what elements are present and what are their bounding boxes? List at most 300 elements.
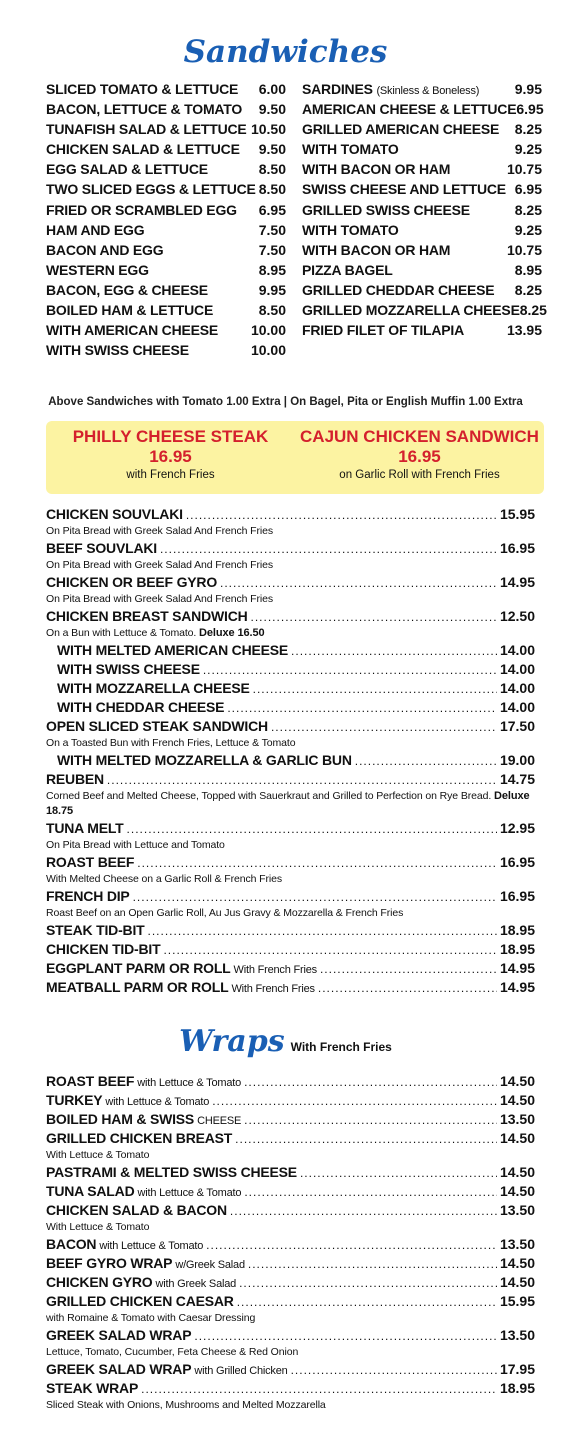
item-price: 14.50 bbox=[499, 1255, 535, 1271]
menu-row bbox=[302, 99, 542, 119]
item-price: 6.95 bbox=[258, 201, 286, 218]
dot-leader bbox=[355, 752, 497, 770]
item-price: 14.00 bbox=[499, 680, 535, 696]
dot-leader bbox=[186, 506, 497, 524]
item-line bbox=[46, 660, 535, 679]
item-name-text: FRIED FILET OF TILAPIA bbox=[302, 322, 465, 339]
item-name: OPEN SLICED STEAK SANDWICH bbox=[46, 718, 268, 734]
list-item bbox=[46, 1292, 535, 1326]
item-line bbox=[46, 539, 535, 558]
item-price: 9.50 bbox=[258, 101, 286, 118]
item-name: WITH MOZZARELLA CHEESE bbox=[57, 680, 250, 696]
item-name: MEATBALL PARM OR ROLL bbox=[46, 979, 229, 995]
menu-row bbox=[302, 79, 542, 99]
item-name-text: CHICKEN SALAD & LETTUCE bbox=[46, 141, 240, 158]
item-name-text: FRIED OR SCRAMBLED EGG bbox=[46, 201, 237, 218]
item-price: 18.95 bbox=[499, 941, 535, 957]
wraps-title-note: With French Fries bbox=[290, 1040, 392, 1054]
item-name bbox=[46, 320, 218, 340]
list-item bbox=[46, 539, 535, 573]
item-line bbox=[46, 679, 535, 698]
item-name-text: SARDINES bbox=[302, 81, 373, 97]
menu-row bbox=[302, 260, 542, 280]
item-price: 6.00 bbox=[258, 81, 286, 97]
item-price: 16.95 bbox=[499, 540, 535, 556]
item-line bbox=[46, 1379, 535, 1398]
item-price: 16.95 bbox=[499, 888, 535, 904]
dot-leader bbox=[320, 960, 497, 978]
item-line bbox=[46, 607, 535, 626]
item-name bbox=[46, 280, 208, 300]
item-description-text: On Pita Bread with Greek Salad And French Fries bbox=[46, 559, 273, 571]
list-item bbox=[46, 1201, 535, 1235]
item-name bbox=[46, 260, 149, 280]
item-price: 18.95 bbox=[499, 1380, 535, 1396]
item-price: 14.75 bbox=[499, 771, 535, 787]
item-name: BEEF GYRO WRAP bbox=[46, 1255, 173, 1271]
item-price: 14.95 bbox=[499, 979, 535, 995]
item-name: WITH MELTED AMERICAN CHEESE bbox=[57, 642, 289, 658]
list-item bbox=[46, 573, 535, 607]
item-price: 14.00 bbox=[499, 661, 535, 677]
item-note: with Lettuce & Tomato bbox=[105, 1096, 210, 1108]
dot-leader bbox=[244, 1183, 497, 1201]
item-description bbox=[46, 524, 535, 539]
dot-leader bbox=[227, 699, 497, 717]
item-price: 19.00 bbox=[499, 752, 535, 768]
list-item bbox=[46, 853, 535, 887]
list-item bbox=[46, 1235, 535, 1254]
item-name bbox=[46, 139, 240, 159]
item-name: BOILED HAM & SWISS bbox=[46, 1111, 195, 1127]
item-name bbox=[302, 320, 464, 340]
item-name bbox=[46, 119, 247, 139]
item-description-text: With Lettuce & Tomato bbox=[46, 1221, 150, 1233]
item-line bbox=[46, 1235, 535, 1254]
item-line bbox=[46, 887, 535, 906]
item-name-text: SWISS CHEESE AND LETTUCE bbox=[302, 181, 506, 198]
item-name: CHICKEN SALAD & BACON bbox=[46, 1202, 227, 1218]
item-price: 14.00 bbox=[499, 699, 535, 715]
item-name-text: BACON, LETTUCE & TOMATO bbox=[46, 101, 243, 118]
item-name bbox=[46, 99, 242, 119]
item-note: With French Fries bbox=[231, 983, 315, 995]
item-note: with Lettuce & Tomato bbox=[137, 1077, 242, 1089]
item-price: 7.50 bbox=[258, 241, 286, 258]
item-name bbox=[46, 240, 163, 260]
sandwiches-heading: Sandwiches bbox=[183, 34, 388, 70]
item-price: 14.50 bbox=[499, 1183, 535, 1199]
item-price: 8.25 bbox=[514, 201, 542, 218]
item-note: With French Fries bbox=[233, 964, 317, 976]
item-name bbox=[302, 99, 516, 119]
item-name-text: WITH TOMATO bbox=[302, 221, 399, 238]
item-price: 10.00 bbox=[250, 342, 286, 359]
item-name-text: TUNAFISH SALAD & LETTUCE bbox=[46, 121, 247, 138]
dot-leader bbox=[160, 540, 497, 558]
item-name: WITH CHEDDAR CHEESE bbox=[57, 699, 225, 715]
item-line bbox=[46, 751, 535, 770]
main-menu-list bbox=[46, 505, 535, 997]
item-name-text: WITH AMERICAN CHEESE bbox=[46, 322, 219, 339]
item-price: 13.50 bbox=[499, 1202, 535, 1218]
item-price: 13.50 bbox=[499, 1236, 535, 1252]
item-description bbox=[46, 906, 535, 921]
menu-row bbox=[302, 320, 542, 340]
item-name: CHICKEN BREAST SANDWICH bbox=[46, 608, 248, 624]
item-price: 10.75 bbox=[506, 161, 542, 178]
item-name-text: SLICED TOMATO & LETTUCE bbox=[46, 81, 239, 97]
menu-row bbox=[302, 280, 542, 300]
item-description-text: with Romaine & Tomato with Caesar Dressing bbox=[46, 1312, 256, 1324]
wraps-heading bbox=[0, 1024, 571, 1059]
item-name bbox=[302, 260, 393, 280]
item-description-text: On a Bun with Lettuce & Tomato. bbox=[46, 627, 197, 639]
item-price: 17.95 bbox=[499, 1361, 535, 1377]
item-line bbox=[46, 940, 535, 959]
menu-row bbox=[46, 340, 286, 360]
item-description bbox=[46, 1311, 535, 1326]
list-item bbox=[46, 978, 535, 997]
item-name-text: GRILLED SWISS CHEESE bbox=[302, 201, 470, 218]
item-name bbox=[46, 220, 144, 240]
list-item bbox=[46, 1273, 535, 1292]
item-name: CHICKEN GYRO bbox=[46, 1274, 153, 1290]
item-note: CHEESE bbox=[197, 1115, 242, 1127]
special-price: 16.95 bbox=[149, 447, 192, 466]
list-item bbox=[46, 751, 535, 770]
dot-leader bbox=[239, 1274, 497, 1292]
item-deluxe-price: Deluxe 18.75 bbox=[46, 790, 530, 817]
item-line bbox=[46, 505, 535, 524]
item-line bbox=[46, 1254, 535, 1273]
item-line bbox=[46, 641, 535, 660]
wraps-menu-list bbox=[46, 1072, 535, 1413]
menu-row bbox=[302, 200, 542, 220]
dot-leader bbox=[230, 1202, 497, 1220]
item-name-text: BACON AND EGG bbox=[46, 241, 164, 258]
item-name bbox=[302, 280, 494, 300]
item-description-text: On Pita Bread with Lettuce and Tomato bbox=[46, 839, 225, 851]
item-name bbox=[302, 79, 479, 99]
item-name-text: WESTERN EGG bbox=[46, 261, 149, 278]
item-price: 15.95 bbox=[499, 506, 535, 522]
menu-row bbox=[46, 220, 286, 240]
dot-leader bbox=[244, 1073, 497, 1091]
item-name: STEAK TID-BIT bbox=[46, 922, 145, 938]
item-note: with Lettuce & Tomato bbox=[99, 1240, 204, 1252]
item-price: 8.25 bbox=[519, 302, 547, 319]
item-note: with Lettuce & Tomato bbox=[137, 1187, 242, 1199]
item-name: TUNA MELT bbox=[46, 820, 124, 836]
item-price: 14.95 bbox=[499, 574, 535, 590]
dot-leader bbox=[271, 718, 497, 736]
item-description-text: Lettuce, Tomato, Cucumber, Feta Cheese & Red Onion bbox=[46, 1346, 299, 1358]
dot-leader bbox=[206, 1236, 497, 1254]
item-name-text: WITH SWISS CHEESE bbox=[46, 342, 189, 359]
item-price: 14.50 bbox=[499, 1130, 535, 1146]
item-line bbox=[46, 1091, 535, 1110]
item-name: PASTRAMI & MELTED SWISS CHEESE bbox=[46, 1164, 297, 1180]
special-sub: with French Fries bbox=[126, 469, 215, 481]
item-price: 12.50 bbox=[499, 608, 535, 624]
list-item bbox=[46, 959, 535, 978]
item-name: ROAST BEEF bbox=[46, 1073, 135, 1089]
item-price: 9.95 bbox=[258, 281, 286, 298]
dot-leader bbox=[318, 979, 497, 997]
list-item bbox=[46, 505, 535, 539]
item-price: 13.50 bbox=[499, 1111, 535, 1127]
item-price: 14.95 bbox=[499, 960, 535, 976]
item-description-text: On a Toasted Bun with French Fries, Lettuce & Tomato bbox=[46, 737, 296, 749]
item-price: 14.50 bbox=[499, 1073, 535, 1089]
list-item bbox=[46, 770, 535, 819]
item-name: BACON bbox=[46, 1236, 97, 1252]
list-item bbox=[46, 1326, 535, 1360]
menu-row bbox=[302, 139, 542, 159]
list-item bbox=[46, 698, 535, 717]
item-price: 9.95 bbox=[514, 81, 542, 97]
item-line bbox=[46, 978, 535, 997]
menu-row bbox=[46, 320, 286, 340]
menu-row bbox=[302, 300, 547, 320]
item-name-text: HAM AND EGG bbox=[46, 221, 145, 238]
item-price: 8.50 bbox=[258, 161, 286, 178]
item-line bbox=[46, 959, 535, 978]
menu-row bbox=[46, 300, 286, 320]
item-name bbox=[302, 220, 399, 240]
item-price: 10.75 bbox=[506, 241, 542, 258]
item-name bbox=[302, 300, 520, 320]
dot-leader bbox=[251, 608, 497, 626]
item-line bbox=[46, 1129, 535, 1148]
item-description-text: Sliced Steak with Onions, Mushrooms and Melted Mozzarella bbox=[46, 1399, 326, 1411]
item-price: 14.50 bbox=[499, 1164, 535, 1180]
menu-row bbox=[46, 179, 286, 199]
item-price: 14.50 bbox=[499, 1274, 535, 1290]
item-name bbox=[46, 159, 208, 179]
item-price: 14.00 bbox=[499, 642, 535, 658]
item-name bbox=[46, 340, 189, 360]
item-description bbox=[46, 592, 535, 607]
item-line bbox=[46, 717, 535, 736]
menu-row bbox=[302, 159, 542, 179]
item-name bbox=[302, 179, 506, 199]
item-deluxe-price: Deluxe 16.50 bbox=[199, 627, 265, 639]
list-item bbox=[46, 1163, 535, 1182]
list-item bbox=[46, 887, 535, 921]
item-name: GREEK SALAD WRAP bbox=[46, 1327, 192, 1343]
list-item bbox=[46, 819, 535, 853]
item-price: 8.50 bbox=[258, 302, 286, 319]
dot-leader bbox=[194, 1327, 497, 1345]
item-name: ROAST BEEF bbox=[46, 854, 135, 870]
item-description-text: With Lettuce & Tomato bbox=[46, 1149, 150, 1161]
dot-leader bbox=[107, 771, 497, 789]
item-name: GRILLED CHICKEN BREAST bbox=[46, 1130, 233, 1146]
menu-row bbox=[302, 179, 542, 199]
menu-row bbox=[46, 99, 286, 119]
specials-box bbox=[46, 421, 544, 494]
menu-row bbox=[46, 119, 286, 139]
item-price: 14.50 bbox=[499, 1092, 535, 1108]
list-item bbox=[46, 1072, 535, 1091]
item-line bbox=[46, 1292, 535, 1311]
menu-row bbox=[46, 159, 286, 179]
item-name: CHICKEN OR BEEF GYRO bbox=[46, 574, 218, 590]
menu-row bbox=[46, 79, 286, 99]
dot-leader bbox=[253, 680, 497, 698]
item-description bbox=[46, 838, 535, 853]
item-price: 16.95 bbox=[499, 854, 535, 870]
extras-note: Above Sandwiches with Tomato 1.00 Extra | On Bagel, Pita or English Muffin 1.00 Extra bbox=[48, 396, 523, 408]
menu-row bbox=[46, 240, 286, 260]
item-name-text: WITH TOMATO bbox=[302, 141, 399, 158]
item-name-text: GRILLED MOZZARELLA CHEESE bbox=[302, 302, 520, 319]
item-line bbox=[46, 853, 535, 872]
menu-row bbox=[302, 240, 542, 260]
item-line bbox=[46, 770, 535, 789]
item-name-text: GRILLED AMERICAN CHEESE bbox=[302, 121, 500, 138]
dot-leader bbox=[248, 1255, 497, 1273]
item-name: GRILLED CHICKEN CAESAR bbox=[46, 1293, 234, 1309]
item-name bbox=[46, 79, 238, 99]
special-cajun-chicken-sandwich bbox=[295, 427, 544, 483]
item-name bbox=[302, 159, 450, 179]
menu-row bbox=[46, 280, 286, 300]
item-description bbox=[46, 789, 535, 819]
list-item bbox=[46, 1254, 535, 1273]
dot-leader bbox=[203, 661, 497, 679]
list-item bbox=[46, 641, 535, 660]
item-price: 6.95 bbox=[516, 101, 544, 118]
item-description bbox=[46, 736, 535, 751]
item-description bbox=[46, 1220, 535, 1235]
item-line bbox=[46, 698, 535, 717]
item-line bbox=[46, 819, 535, 838]
list-item bbox=[46, 1129, 535, 1163]
item-price: 10.50 bbox=[250, 121, 286, 138]
item-note: with Grilled Chicken bbox=[194, 1365, 288, 1377]
item-price: 12.95 bbox=[499, 820, 535, 836]
item-line bbox=[46, 573, 535, 592]
item-name: TUNA SALAD bbox=[46, 1183, 135, 1199]
item-price: 13.50 bbox=[499, 1327, 535, 1343]
item-name-text: BOILED HAM & LETTUCE bbox=[46, 302, 214, 319]
special-name: PHILLY CHEESE STEAK bbox=[72, 427, 269, 446]
list-item bbox=[46, 607, 535, 641]
item-name: WITH MELTED MOZZARELLA & GARLIC BUN bbox=[57, 752, 352, 768]
dot-leader bbox=[300, 1164, 497, 1182]
item-line bbox=[46, 1110, 535, 1129]
item-name bbox=[302, 240, 450, 260]
item-line bbox=[46, 1360, 535, 1379]
special-sub: on Garlic Roll with French Fries bbox=[339, 469, 500, 481]
item-name: EGGPLANT PARM OR ROLL bbox=[46, 960, 231, 976]
list-item bbox=[46, 1379, 535, 1413]
dot-leader bbox=[244, 1111, 497, 1129]
dot-leader bbox=[127, 820, 497, 838]
item-name: STEAK WRAP bbox=[46, 1380, 139, 1396]
item-price: 9.50 bbox=[258, 141, 286, 158]
menu-row bbox=[46, 260, 286, 280]
item-description bbox=[46, 872, 535, 887]
item-price: 8.95 bbox=[258, 261, 286, 278]
item-price: 8.25 bbox=[514, 281, 542, 298]
item-price: 8.25 bbox=[514, 121, 542, 138]
item-name-text: EGG SALAD & LETTUCE bbox=[46, 161, 208, 178]
item-price: 8.50 bbox=[258, 181, 286, 198]
item-name-text: TWO SLICED EGGS & LETTUCE bbox=[46, 181, 256, 198]
item-name-text: WITH BACON OR HAM bbox=[302, 241, 451, 258]
special-price: 16.95 bbox=[398, 447, 441, 466]
item-price: 13.95 bbox=[506, 322, 542, 339]
item-description-text: Corned Beef and Melted Cheese, Topped with Sauerkraut and Grilled to Perfection on Rye Bread. bbox=[46, 790, 492, 802]
item-line bbox=[46, 1163, 535, 1182]
menu-row bbox=[302, 220, 542, 240]
item-description bbox=[46, 626, 535, 641]
item-name: GREEK SALAD WRAP bbox=[46, 1361, 192, 1377]
list-item bbox=[46, 679, 535, 698]
item-name-text: PIZZA BAGEL bbox=[302, 261, 393, 278]
item-name-text: AMERICAN CHEESE & LETTUCE bbox=[302, 101, 517, 118]
item-name-text: WITH BACON OR HAM bbox=[302, 161, 451, 178]
item-description bbox=[46, 558, 535, 573]
menu-row bbox=[46, 200, 286, 220]
item-name: TURKEY bbox=[46, 1092, 103, 1108]
dot-leader bbox=[220, 574, 497, 592]
item-price: 8.95 bbox=[514, 261, 542, 278]
dot-leader bbox=[291, 1361, 497, 1379]
item-price: 10.00 bbox=[250, 322, 286, 339]
list-item bbox=[46, 1182, 535, 1201]
sandwich-list-left bbox=[46, 79, 286, 360]
item-price: 17.50 bbox=[499, 718, 535, 734]
dot-leader bbox=[148, 922, 497, 940]
item-name-text: BACON, EGG & CHEESE bbox=[46, 281, 208, 298]
item-line bbox=[46, 1273, 535, 1292]
item-note: with Greek Salad bbox=[155, 1278, 237, 1290]
item-name: CHICKEN TID-BIT bbox=[46, 941, 161, 957]
item-note: w/Greek Salad bbox=[175, 1259, 245, 1271]
list-item bbox=[46, 1110, 535, 1129]
list-item bbox=[46, 717, 535, 751]
item-price: 18.95 bbox=[499, 922, 535, 938]
list-item bbox=[46, 940, 535, 959]
dot-leader bbox=[163, 941, 497, 959]
dot-leader bbox=[291, 642, 497, 660]
dot-leader bbox=[133, 888, 497, 906]
item-name bbox=[302, 119, 499, 139]
item-name bbox=[46, 179, 256, 199]
item-name: WITH SWISS CHEESE bbox=[57, 661, 200, 677]
sandwich-list-right bbox=[302, 79, 547, 340]
item-description-text: Roast Beef on an Open Garlic Roll, Au Jus Gravy & Mozzarella & French Fries bbox=[46, 907, 404, 919]
item-line bbox=[46, 1201, 535, 1220]
item-line bbox=[46, 1326, 535, 1345]
item-price: 9.25 bbox=[514, 141, 542, 158]
wraps-title: Wraps bbox=[179, 1024, 285, 1059]
item-name: FRENCH DIP bbox=[46, 888, 130, 904]
special-philly-cheese-steak bbox=[46, 427, 295, 483]
item-price: 7.50 bbox=[258, 221, 286, 238]
list-item bbox=[46, 1360, 535, 1379]
menu-row bbox=[46, 139, 286, 159]
dot-leader bbox=[141, 1380, 497, 1398]
dot-leader bbox=[137, 854, 497, 872]
item-description-text: With Melted Cheese on a Garlic Roll & French Fries bbox=[46, 873, 283, 885]
item-price: 6.95 bbox=[514, 181, 542, 198]
